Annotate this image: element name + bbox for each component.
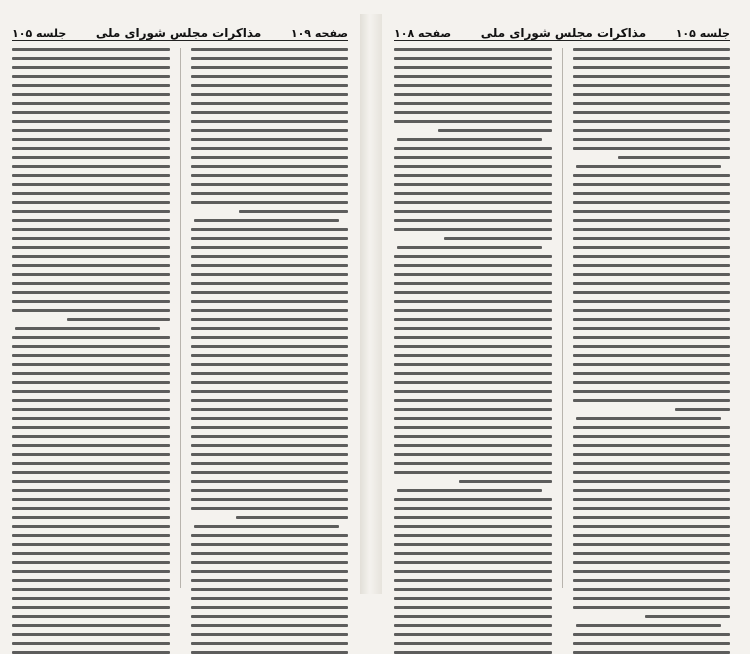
text-line-placeholder [573, 300, 731, 303]
text-line-placeholder [191, 291, 349, 294]
text-line-placeholder [394, 75, 552, 78]
text-line-placeholder [394, 84, 552, 87]
text-line-placeholder [394, 219, 552, 222]
text-line-placeholder [576, 417, 721, 420]
text-line-placeholder [12, 624, 170, 627]
text-line-placeholder [12, 453, 170, 456]
text-line-placeholder [394, 201, 552, 204]
text-line-placeholder [394, 426, 552, 429]
text-line-placeholder [12, 435, 170, 438]
text-line-placeholder [15, 327, 160, 330]
text-line-placeholder [12, 192, 170, 195]
right-page-body [394, 48, 730, 588]
text-line-placeholder [191, 642, 349, 645]
text-line-placeholder [12, 561, 170, 564]
text-line-placeholder [12, 300, 170, 303]
text-line-placeholder [12, 507, 170, 510]
text-line-placeholder [191, 120, 349, 123]
text-line-placeholder [191, 264, 349, 267]
text-line-placeholder [12, 606, 170, 609]
text-line-placeholder [573, 66, 731, 69]
text-line-placeholder [675, 408, 730, 411]
text-line-placeholder [191, 309, 349, 312]
text-line-placeholder [576, 624, 721, 627]
text-line-placeholder [573, 120, 731, 123]
text-line-placeholder [12, 183, 170, 186]
text-line-placeholder [191, 462, 349, 465]
text-line-placeholder [618, 156, 730, 159]
text-line-placeholder [394, 309, 552, 312]
text-line-placeholder [12, 471, 170, 474]
text-line-placeholder [12, 138, 170, 141]
text-line-placeholder [12, 534, 170, 537]
text-line-placeholder [394, 354, 552, 357]
text-line-placeholder [573, 561, 731, 564]
text-line-placeholder [191, 102, 349, 105]
text-line-placeholder [12, 354, 170, 357]
text-line-placeholder [397, 138, 542, 141]
text-line-placeholder [573, 489, 731, 492]
text-line-placeholder [397, 489, 542, 492]
text-line-placeholder [191, 606, 349, 609]
text-line-placeholder [573, 192, 731, 195]
text-line-placeholder [12, 480, 170, 483]
text-line-placeholder [573, 354, 731, 357]
left-page-column-1 [191, 48, 349, 588]
text-line-placeholder [12, 111, 170, 114]
text-line-placeholder [191, 111, 349, 114]
text-line-placeholder [191, 57, 349, 60]
text-line-placeholder [394, 345, 552, 348]
text-line-placeholder [191, 201, 349, 204]
text-line-placeholder [12, 498, 170, 501]
text-line-placeholder [394, 327, 552, 330]
text-line-placeholder [573, 435, 731, 438]
text-line-placeholder [12, 615, 170, 618]
text-line-placeholder [573, 264, 731, 267]
text-line-placeholder [394, 507, 552, 510]
text-line-placeholder [12, 588, 170, 591]
text-line-placeholder [191, 237, 349, 240]
left-page-body [12, 48, 348, 588]
text-line-placeholder [191, 579, 349, 582]
text-line-placeholder [573, 273, 731, 276]
text-line-placeholder [573, 345, 731, 348]
text-line-placeholder [394, 453, 552, 456]
text-line-placeholder [394, 102, 552, 105]
text-line-placeholder [394, 174, 552, 177]
text-line-placeholder [191, 480, 349, 483]
text-line-placeholder [576, 165, 721, 168]
text-line-placeholder [191, 570, 349, 573]
text-line-placeholder [12, 219, 170, 222]
text-line-placeholder [191, 336, 349, 339]
text-line-placeholder [191, 633, 349, 636]
left-page-number: صفحه ۱۰۹ [290, 27, 348, 40]
text-line-placeholder [573, 102, 731, 105]
text-line-placeholder [394, 183, 552, 186]
text-line-placeholder [12, 426, 170, 429]
right-page-number: صفحه ۱۰۸ [394, 27, 452, 40]
text-line-placeholder [573, 588, 731, 591]
text-line-placeholder [573, 372, 731, 375]
text-line-placeholder [12, 282, 170, 285]
text-line-placeholder [12, 363, 170, 366]
text-line-placeholder [573, 309, 731, 312]
text-line-placeholder [191, 417, 349, 420]
text-line-placeholder [67, 318, 169, 321]
text-line-placeholder [191, 372, 349, 375]
text-line-placeholder [573, 642, 731, 645]
text-line-placeholder [12, 444, 170, 447]
text-line-placeholder [394, 255, 552, 258]
text-line-placeholder [573, 552, 731, 555]
text-line-placeholder [573, 84, 731, 87]
text-line-placeholder [12, 174, 170, 177]
text-line-placeholder [459, 480, 552, 483]
text-line-placeholder [394, 318, 552, 321]
text-line-placeholder [12, 75, 170, 78]
text-line-placeholder [12, 642, 170, 645]
text-line-placeholder [12, 255, 170, 258]
text-line-placeholder [191, 192, 349, 195]
text-line-placeholder [12, 570, 170, 573]
text-line-placeholder [394, 336, 552, 339]
text-line-placeholder [573, 246, 731, 249]
text-line-placeholder [573, 480, 731, 483]
text-line-placeholder [573, 633, 731, 636]
text-line-placeholder [12, 273, 170, 276]
right-page-column-2 [394, 48, 552, 588]
text-line-placeholder [573, 48, 731, 51]
text-line-placeholder [191, 615, 349, 618]
text-line-placeholder [394, 93, 552, 96]
text-line-placeholder [191, 282, 349, 285]
text-line-placeholder [191, 507, 349, 510]
text-line-placeholder [191, 561, 349, 564]
text-line-placeholder [191, 354, 349, 357]
text-line-placeholder [191, 489, 349, 492]
text-line-placeholder [573, 516, 731, 519]
text-line-placeholder [573, 255, 731, 258]
right-column-divider [562, 48, 563, 588]
text-line-placeholder [12, 417, 170, 420]
text-line-placeholder [191, 399, 349, 402]
left-page [12, 22, 348, 588]
text-line-placeholder [573, 201, 731, 204]
text-line-placeholder [394, 435, 552, 438]
text-line-placeholder [573, 237, 731, 240]
text-line-placeholder [194, 525, 339, 528]
text-line-placeholder [394, 390, 552, 393]
text-line-placeholder [194, 219, 339, 222]
text-line-placeholder [573, 291, 731, 294]
text-line-placeholder [191, 93, 349, 96]
text-line-placeholder [191, 498, 349, 501]
text-line-placeholder [573, 381, 731, 384]
text-line-placeholder [191, 228, 349, 231]
text-line-placeholder [394, 642, 552, 645]
right-journal-title: مذاکرات مجلس شورای ملی [480, 26, 647, 40]
text-line-placeholder [573, 111, 731, 114]
text-line-placeholder [573, 534, 731, 537]
text-line-placeholder [394, 462, 552, 465]
text-line-placeholder [12, 228, 170, 231]
text-line-placeholder [394, 561, 552, 564]
text-line-placeholder [191, 471, 349, 474]
text-line-placeholder [394, 120, 552, 123]
text-line-placeholder [12, 552, 170, 555]
text-line-placeholder [12, 120, 170, 123]
text-line-placeholder [573, 147, 731, 150]
text-line-placeholder [191, 588, 349, 591]
text-line-placeholder [394, 147, 552, 150]
text-line-placeholder [573, 282, 731, 285]
text-line-placeholder [12, 156, 170, 159]
text-line-placeholder [12, 264, 170, 267]
text-line-placeholder [236, 516, 348, 519]
text-line-placeholder [12, 48, 170, 51]
text-line-placeholder [394, 606, 552, 609]
text-line-placeholder [573, 498, 731, 501]
text-line-placeholder [573, 363, 731, 366]
left-column-divider [180, 48, 181, 588]
text-line-placeholder [394, 399, 552, 402]
text-line-placeholder [394, 156, 552, 159]
text-line-placeholder [191, 84, 349, 87]
text-line-placeholder [191, 129, 349, 132]
text-line-placeholder [573, 462, 731, 465]
text-line-placeholder [12, 201, 170, 204]
text-line-placeholder [12, 147, 170, 150]
text-line-placeholder [394, 417, 552, 420]
text-line-placeholder [12, 210, 170, 213]
text-line-placeholder [12, 291, 170, 294]
text-line-placeholder [573, 471, 731, 474]
right-session-label: جلسه ۱۰۵ [675, 27, 730, 40]
text-line-placeholder [12, 57, 170, 60]
text-line-placeholder [394, 552, 552, 555]
text-line-placeholder [394, 381, 552, 384]
text-line-placeholder [191, 327, 349, 330]
text-line-placeholder [573, 453, 731, 456]
text-line-placeholder [12, 372, 170, 375]
text-line-placeholder [394, 264, 552, 267]
text-line-placeholder [573, 570, 731, 573]
text-line-placeholder [12, 462, 170, 465]
text-line-placeholder [191, 426, 349, 429]
text-line-placeholder [573, 327, 731, 330]
text-line-placeholder [394, 408, 552, 411]
text-line-placeholder [394, 282, 552, 285]
text-line-placeholder [191, 48, 349, 51]
text-line-placeholder [394, 525, 552, 528]
text-line-placeholder [191, 183, 349, 186]
text-line-placeholder [394, 624, 552, 627]
text-line-placeholder [12, 399, 170, 402]
text-line-placeholder [573, 210, 731, 213]
text-line-placeholder [394, 444, 552, 447]
text-line-placeholder [12, 102, 170, 105]
text-line-placeholder [394, 471, 552, 474]
text-line-placeholder [191, 534, 349, 537]
text-line-placeholder [394, 192, 552, 195]
text-line-placeholder [394, 543, 552, 546]
text-line-placeholder [12, 381, 170, 384]
text-line-placeholder [573, 399, 731, 402]
text-line-placeholder [191, 543, 349, 546]
text-line-placeholder [573, 318, 731, 321]
text-line-placeholder [645, 615, 730, 618]
text-line-placeholder [12, 345, 170, 348]
text-line-placeholder [12, 237, 170, 240]
text-line-placeholder [444, 237, 551, 240]
text-line-placeholder [12, 66, 170, 69]
text-line-placeholder [12, 93, 170, 96]
text-line-placeholder [573, 579, 731, 582]
text-line-placeholder [12, 165, 170, 168]
text-line-placeholder [573, 93, 731, 96]
text-line-placeholder [191, 165, 349, 168]
text-line-placeholder [191, 624, 349, 627]
text-line-placeholder [394, 615, 552, 618]
text-line-placeholder [191, 552, 349, 555]
text-line-placeholder [12, 525, 170, 528]
text-line-placeholder [12, 408, 170, 411]
text-line-placeholder [394, 291, 552, 294]
text-line-placeholder [394, 111, 552, 114]
text-line-placeholder [394, 48, 552, 51]
text-line-placeholder [191, 435, 349, 438]
text-line-placeholder [394, 588, 552, 591]
text-line-placeholder [191, 156, 349, 159]
text-line-placeholder [191, 390, 349, 393]
text-line-placeholder [573, 543, 731, 546]
text-line-placeholder [12, 543, 170, 546]
text-line-placeholder [394, 273, 552, 276]
text-line-placeholder [191, 453, 349, 456]
text-line-placeholder [191, 174, 349, 177]
text-line-placeholder [191, 246, 349, 249]
text-line-placeholder [12, 246, 170, 249]
right-page [394, 22, 730, 588]
text-line-placeholder [438, 129, 551, 132]
text-line-placeholder [191, 444, 349, 447]
text-line-placeholder [191, 138, 349, 141]
text-line-placeholder [573, 336, 731, 339]
text-line-placeholder [12, 633, 170, 636]
text-line-placeholder [394, 210, 552, 213]
text-line-placeholder [12, 336, 170, 339]
right-page-header [394, 22, 730, 41]
text-line-placeholder [394, 570, 552, 573]
text-line-placeholder [191, 408, 349, 411]
text-line-placeholder [394, 579, 552, 582]
text-line-placeholder [394, 165, 552, 168]
text-line-placeholder [394, 57, 552, 60]
text-line-placeholder [12, 309, 170, 312]
text-line-placeholder [573, 174, 731, 177]
text-line-placeholder [191, 75, 349, 78]
left-session-label: جلسه ۱۰۵ [12, 27, 67, 40]
text-line-placeholder [573, 606, 731, 609]
text-line-placeholder [12, 489, 170, 492]
text-line-placeholder [573, 390, 731, 393]
text-line-placeholder [394, 372, 552, 375]
text-line-placeholder [394, 498, 552, 501]
text-line-placeholder [573, 507, 731, 510]
right-page-column-1 [573, 48, 731, 588]
text-line-placeholder [394, 228, 552, 231]
text-line-placeholder [394, 363, 552, 366]
text-line-placeholder [191, 381, 349, 384]
text-line-placeholder [394, 534, 552, 537]
left-page-header [12, 22, 348, 41]
text-line-placeholder [573, 228, 731, 231]
text-line-placeholder [394, 516, 552, 519]
text-line-placeholder [394, 633, 552, 636]
text-line-placeholder [573, 129, 731, 132]
text-line-placeholder [394, 300, 552, 303]
text-line-placeholder [191, 273, 349, 276]
text-line-placeholder [573, 57, 731, 60]
book-gutter [360, 14, 382, 594]
text-line-placeholder [12, 579, 170, 582]
text-line-placeholder [191, 318, 349, 321]
text-line-placeholder [191, 300, 349, 303]
text-line-placeholder [191, 363, 349, 366]
text-line-placeholder [394, 66, 552, 69]
text-line-placeholder [573, 444, 731, 447]
text-line-placeholder [12, 390, 170, 393]
text-line-placeholder [191, 345, 349, 348]
text-line-placeholder [12, 129, 170, 132]
text-line-placeholder [573, 183, 731, 186]
left-page-column-2 [12, 48, 170, 588]
text-line-placeholder [573, 525, 731, 528]
text-line-placeholder [191, 147, 349, 150]
text-line-placeholder [573, 75, 731, 78]
text-line-placeholder [573, 426, 731, 429]
text-line-placeholder [12, 516, 170, 519]
text-line-placeholder [573, 138, 731, 141]
text-line-placeholder [191, 66, 349, 69]
left-journal-title: مذاکرات مجلس شورای ملی [95, 26, 262, 40]
text-line-placeholder [573, 219, 731, 222]
text-line-placeholder [397, 246, 542, 249]
text-line-placeholder [12, 84, 170, 87]
text-line-placeholder [191, 255, 349, 258]
text-line-placeholder [239, 210, 348, 213]
